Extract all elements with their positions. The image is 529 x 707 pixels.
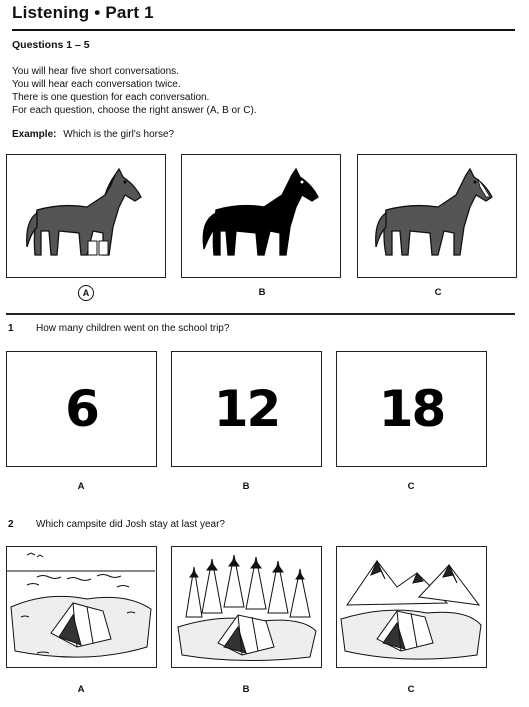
- q2-option-a-label[interactable]: A: [77, 684, 85, 695]
- question-2-text: Which campsite did Josh stay at last year?: [36, 519, 225, 530]
- q1-option-b-label[interactable]: B: [242, 481, 250, 492]
- section-divider: [6, 313, 515, 315]
- option-c-label[interactable]: C: [434, 287, 442, 298]
- horse-white-socks-icon: [7, 155, 164, 276]
- question-1-text: How many children went on the school trip?: [36, 323, 230, 334]
- number-card: 12: [213, 380, 280, 438]
- q2-option-b-label[interactable]: B: [242, 684, 250, 695]
- question-number: 1: [8, 323, 14, 334]
- tent-in-forest-icon: [172, 547, 320, 666]
- title-divider: [12, 29, 515, 31]
- instructions: [12, 65, 257, 117]
- option-a-image[interactable]: [6, 154, 166, 278]
- question-number: 2: [8, 519, 14, 530]
- example-question: [12, 129, 174, 140]
- example-label: Example:: [12, 129, 57, 140]
- q2-option-a-image[interactable]: [6, 546, 157, 668]
- instruction-line: There is one question for each conversation.: [12, 92, 210, 103]
- question-1: [8, 323, 229, 334]
- number-card: 6: [65, 380, 98, 438]
- option-c-image[interactable]: [357, 154, 517, 278]
- tent-by-lake-icon: [7, 547, 155, 666]
- option-b-image[interactable]: [181, 154, 341, 278]
- q2-option-b-image[interactable]: [171, 546, 322, 668]
- q2-option-c-label[interactable]: C: [407, 684, 415, 695]
- example-question-text: Which is the girl's horse?: [63, 129, 175, 140]
- q2-option-c-image[interactable]: [336, 546, 487, 668]
- q1-option-a-image[interactable]: [6, 351, 157, 467]
- horse-black-icon: [182, 155, 339, 276]
- horse-blaze-icon: [358, 155, 515, 276]
- number-card: 18: [378, 380, 445, 438]
- page-title: Listening • Part 1: [12, 3, 154, 22]
- instruction-line: For each question, choose the right answer (A, B or C).: [12, 105, 257, 116]
- q1-option-c-image[interactable]: [336, 351, 487, 467]
- instruction-line: You will hear five short conversations.: [12, 66, 179, 77]
- section-heading: Questions 1 – 5: [12, 39, 90, 51]
- example-answer-a[interactable]: A: [78, 285, 94, 301]
- q1-option-c-label[interactable]: C: [407, 481, 415, 492]
- q1-option-b-image[interactable]: [171, 351, 322, 467]
- instruction-line: You will hear each conversation twice.: [12, 79, 181, 90]
- question-2: [8, 519, 225, 530]
- tent-in-mountains-icon: [337, 547, 485, 666]
- option-b-label[interactable]: B: [258, 287, 266, 298]
- q1-option-a-label[interactable]: A: [77, 481, 85, 492]
